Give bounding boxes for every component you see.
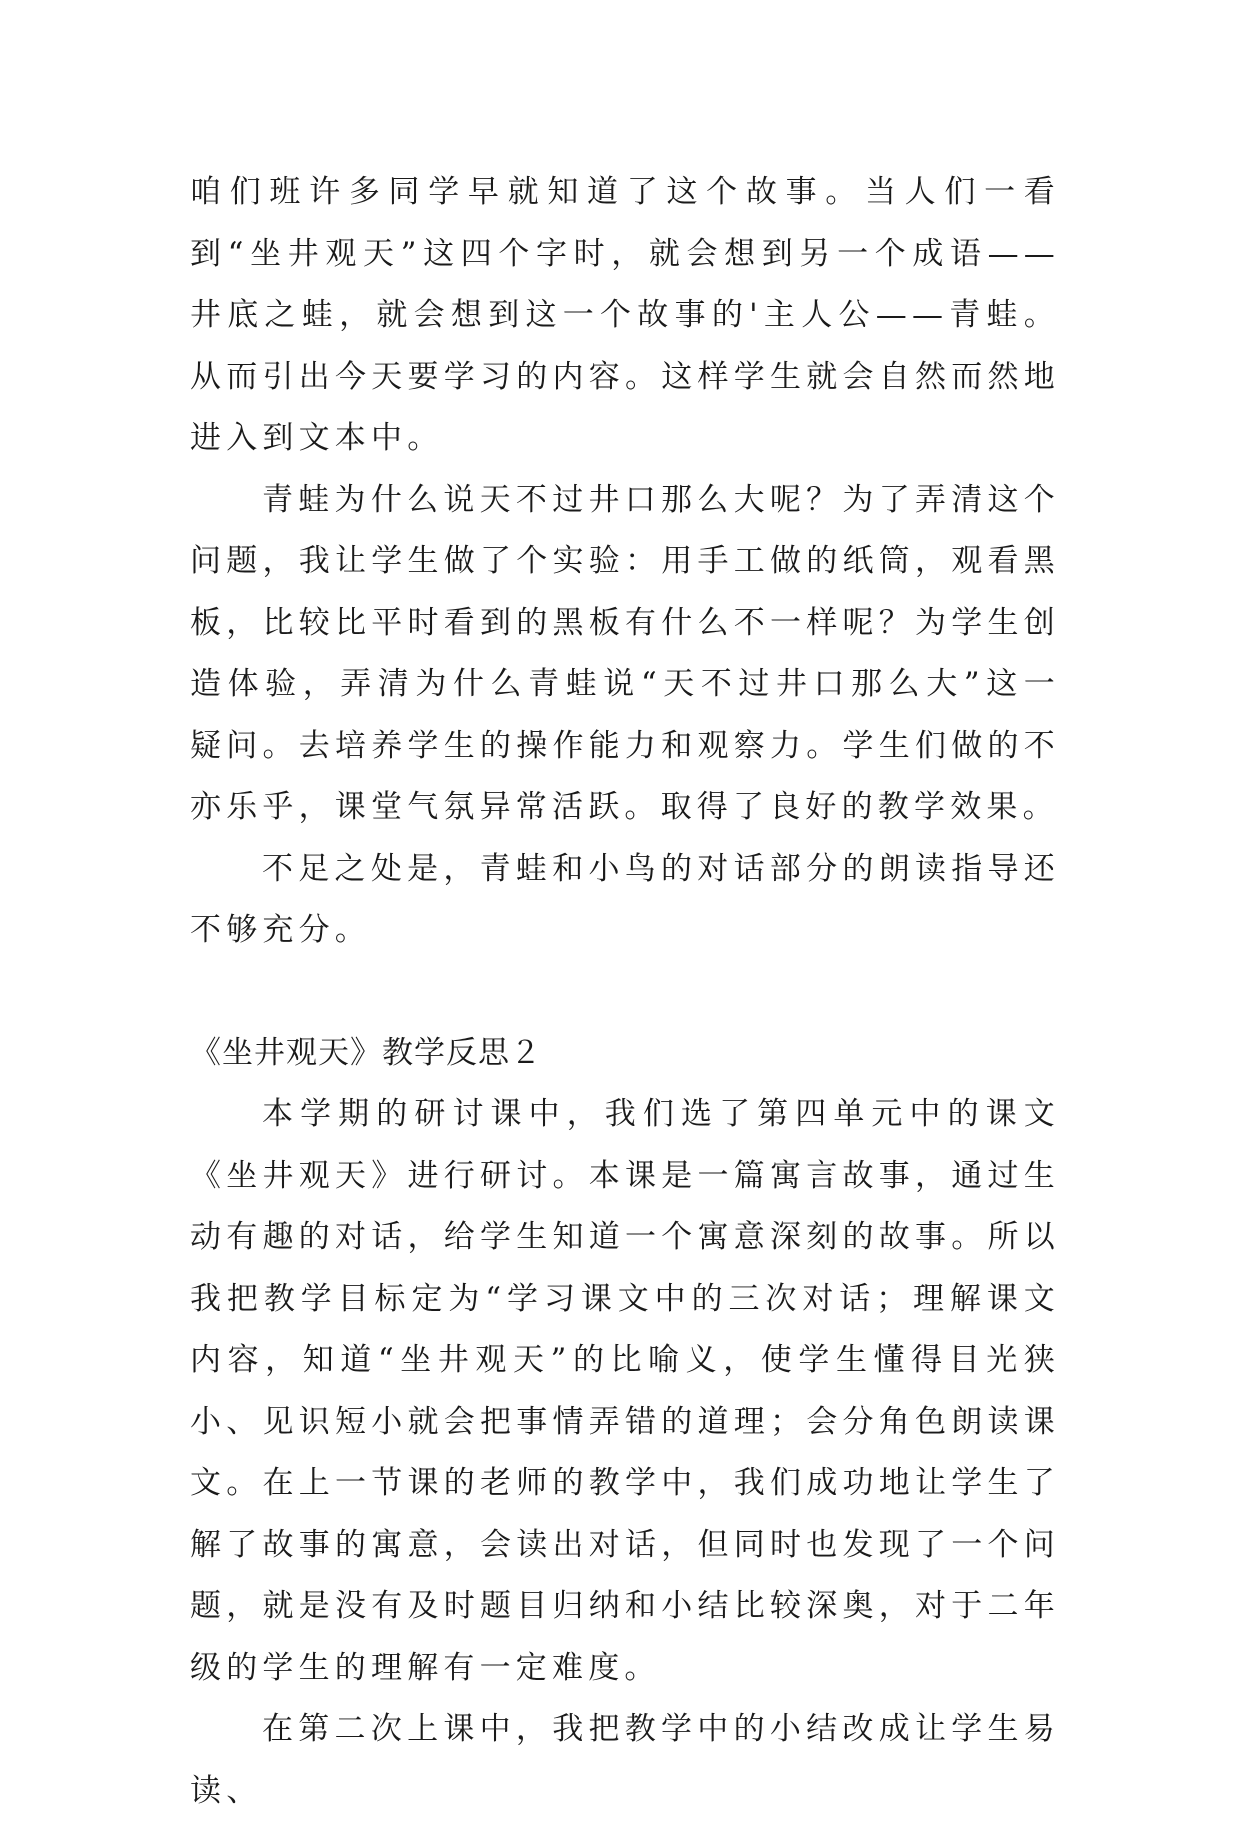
- paragraph-shortcoming: 不足之处是，青蛙和小鸟的对话部分的朗读指导还不够充分。: [190, 850, 1060, 948]
- paragraph-second-lesson: 在第二次上课中，我把教学中的小结改成让学生易读、: [190, 1711, 1060, 1809]
- section-title: 《坐井观天》教学反思２: [190, 1034, 542, 1071]
- document-page: [190, 162, 1060, 1822]
- paragraph-story-intro: 咱们班许多同学早就知道了这个故事。当人们一看到“坐井观天”这四个字时，就会想到另一个成语——井底之蛙，就会想到这一个故事的'主人公——青蛙。从而引出今天要学习的内容。这样学生就会自然而然地进入到文本中。: [190, 174, 1060, 456]
- section-spacer: [190, 962, 1060, 1023]
- paragraph-research-lesson: 本学期的研讨课中，我们选了第四单元中的课文《坐井观天》进行研讨。本课是一篇寓言故事，通过生动有趣的对话，给学生知道一个寓意深刻的故事。所以我把教学目标定为“学习课文中的三次对话；理解课文内容，知道“坐井观天”的比喻义，使学生懂得目光狭小、见识短小就会把事情弄错的道理；会分角色朗读课文。在上一节课的老师的教学中，我们成功地让学生了解了故事的寓意，会读出对话，但同时也发现了一个问题，就是没有及时题目归纳和小结比较深奥，对于二年级的学生的理解有一定难度。: [190, 1096, 1060, 1686]
- paragraph-experiment: 青蛙为什么说天不过井口那么大呢？为了弄清这个问题，我让学生做了个实验：用手工做的纸筒，观看黑板，比较比平时看到的黑板有什么不一样呢？为学生创造体验，弄清为什么青蛙说“天不过井口那么大”这一疑问。去培养学生的操作能力和观察力。学生们做的不亦乐乎，课堂气氛异常活跃。取得了良好的教学效果。: [190, 481, 1060, 825]
